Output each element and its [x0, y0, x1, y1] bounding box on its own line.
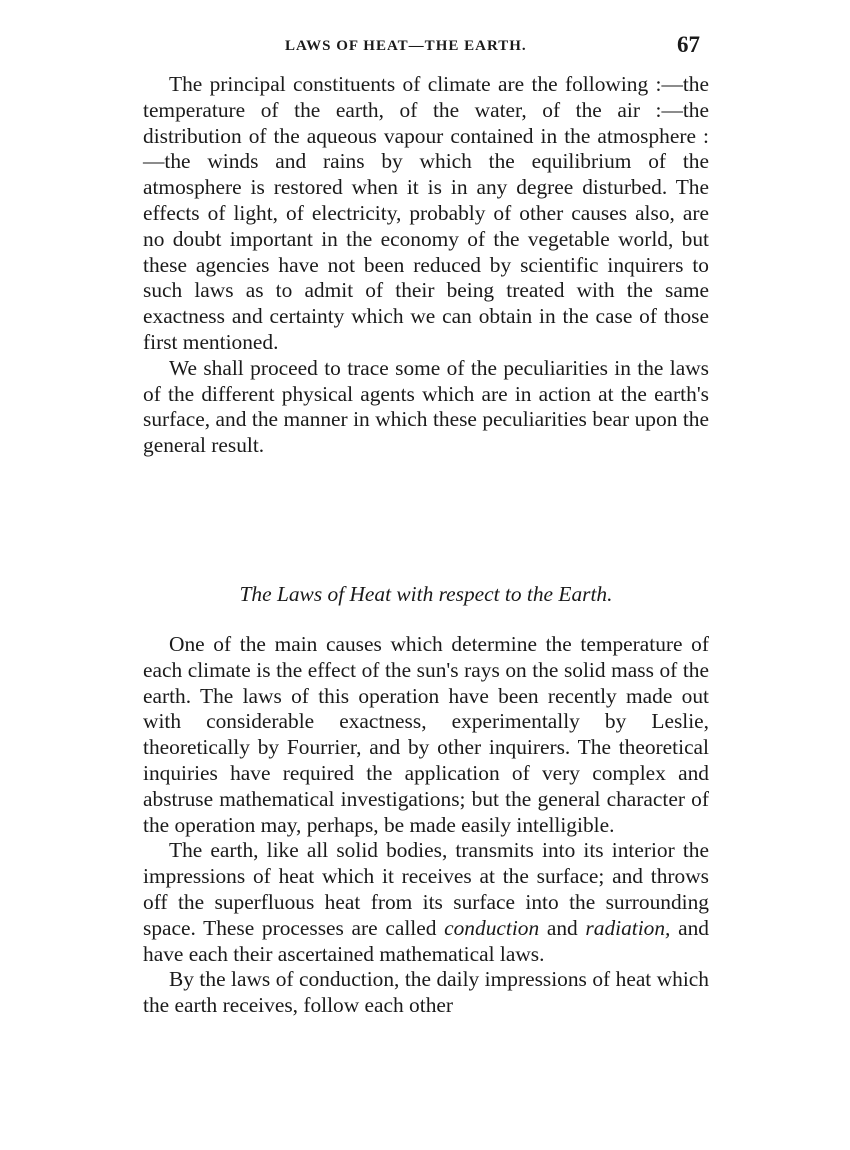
- paragraph-conduction-radiation: [143, 838, 709, 967]
- paragraph-text-end: and have each their ascertained mathematical laws.: [143, 915, 709, 966]
- paragraph-peculiarities: We shall proceed to trace some of the peculiarities in the laws of the different physical agents which are in action at the earth's surface, and the manner in which these peculiarities bear upon the general result.: [143, 355, 709, 458]
- running-title: LAWS OF HEAT—THE EARTH.: [285, 38, 527, 54]
- conjunction-text: and: [546, 915, 578, 940]
- page-header: [0, 34, 850, 64]
- text-block-constituents: [143, 72, 709, 459]
- term-conduction: conduction: [444, 915, 540, 940]
- text-block-laws-of-heat: [143, 632, 709, 1019]
- paragraph-laws-of-conduction: By the laws of conduction, the daily impressions of heat which the earth receives, follow each other: [143, 967, 709, 1018]
- paragraph-text: The earth, like all solid bodies, transmits into its interior the impressions of heat which it receives at the surface; and throws off the superfluous heat from its surface into the surrounding space. These processes are called: [143, 838, 709, 940]
- page-number: 67: [677, 32, 700, 57]
- term-radiation: radiation,: [585, 915, 671, 940]
- section-heading: The Laws of Heat with respect to the Earth.: [239, 582, 613, 606]
- paragraph-main-causes: One of the main causes which determine the temperature of each climate is the effect of the sun's rays on the solid mass of the earth. The laws of this operation have been recently made out with considerable exactness, experimentally by Leslie, theoretically by Fourrier, and by other inquirers. The theoretical inquiries have required the application of very complex and abstruse mathematical investigations; but the general character of the operation may, perhaps, be made easily intelligible.: [143, 632, 709, 837]
- paragraph-constituents: The principal constituents of climate are the following :—the temperature of the earth, of the water, of the air :—the distribution of the aqueous vapour contained in the atmosphere :—the winds and rains by which the equilibrium of the atmosphere is restored when it is in any degree disturbed. The effects of light, of electricity, probably of other causes also, are no doubt important in the economy of the vegetable world, but these agencies have not been reduced by scientific inquirers to such laws as to admit of their being treated with the same exactness and certainty which we can obtain in the case of those first mentioned.: [143, 72, 709, 354]
